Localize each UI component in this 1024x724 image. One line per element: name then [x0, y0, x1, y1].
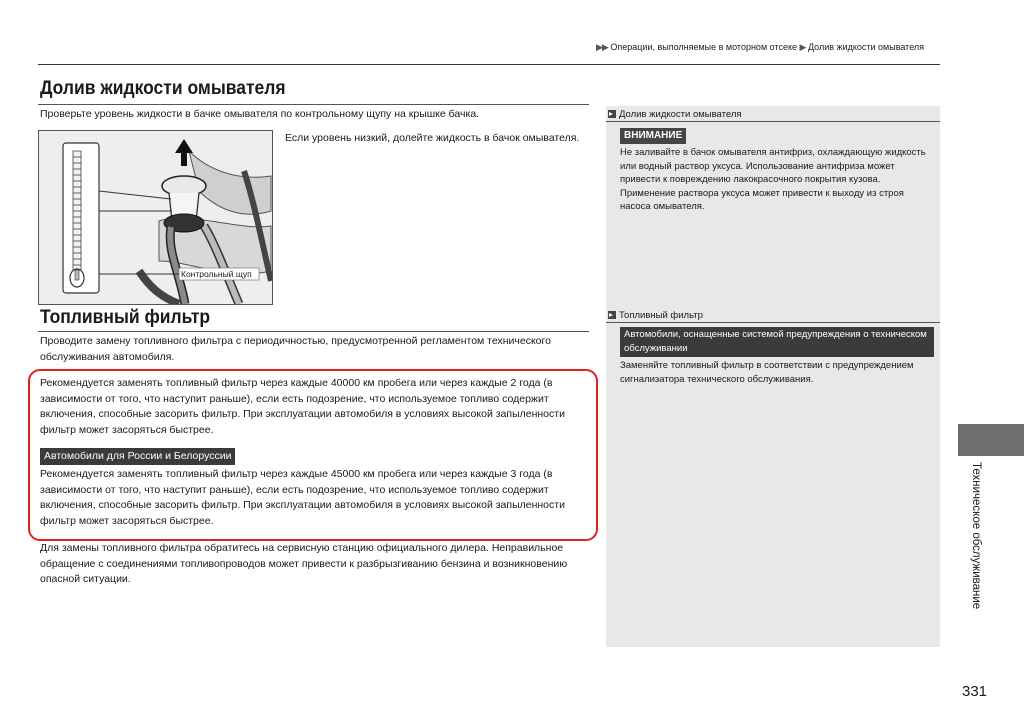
section-marker-icon [608, 110, 616, 118]
fuel-filter-intro: Проводите замену топливного фильтра с периодичностью, предусмотренной регламентом технического обслуживания автомобиля. [40, 335, 551, 363]
arrow-icon: ▶ [799, 42, 806, 52]
sidebar-head-fuel [606, 309, 940, 323]
washer-intro: Проверьте уровень жидкости в бачке омывателя по контрольному щупу на крышке бачка. [40, 108, 480, 120]
breadcrumb-part1: Операции, выполняемые в моторном отсеке [610, 42, 798, 52]
dealer-note: Для замены топливного фильтра обратитесь на сервисную станцию официального дилера. Неправильное обращение с соединениями топливопроводов может привести к разбрызгиванию бензина и возникновению опасной ситуации. [40, 542, 568, 585]
region-badge: Автомобили для России и Белоруссии [40, 448, 235, 465]
maintenance-system-label: Автомобили, оснащенные системой предупреждения о техническом обслуживании [620, 327, 934, 357]
sidebar-head-washer [606, 108, 940, 122]
section-underline [38, 104, 589, 105]
top-divider [38, 64, 940, 65]
chapter-tab-label: Техническое обслуживание [970, 462, 982, 610]
sidebar-notes [606, 106, 940, 647]
double-arrow-icon: ▶▶ [596, 42, 608, 52]
breadcrumb-part2: Долив жидкости омывателя [807, 42, 925, 52]
section-title-fuel-filter: Топливный фильтр [40, 307, 211, 328]
breadcrumb [596, 42, 924, 53]
dipstick-callout: Контрольный щуп [181, 269, 252, 279]
warning-label: ВНИМАНИЕ [620, 128, 686, 144]
page-number: 331 [962, 683, 988, 700]
maintenance-note: Заменяйте топливный фильтр в соответствии с предупреждением сигнализатора технического обслуживания. [620, 360, 914, 385]
section-marker-icon [608, 311, 616, 319]
fuel-filter-recommendation: Рекомендуется заменять топливный фильтр через каждые 40000 км пробега или через каждые 2 года (в зависимости от того, что наступит раньше), если есть подозрение, что используемое топливо содержит включения, способные засорить фильтр. При эксплуатации автомобиля в условиях высокой запыленности фильтр может засоряться быстрее. [40, 377, 565, 436]
sidebar-head-label: Долив жидкости омывателя [619, 109, 742, 120]
sidebar-head-label: Топливный фильтр [619, 310, 703, 321]
warning-text: Не заливайте в бачок омывателя антифриз, охлаждающую жидкость или водный раствор уксуса. Использование антифриза может привести к повреждению лакокрасочного покрытия кузова. Применение раствора уксуса может привести к выходу из строя насоса омывателя. [620, 147, 926, 212]
washer-illustration [38, 130, 273, 305]
section-underline [38, 331, 589, 332]
low-level-note: Если уровень низкий, долейте жидкость в бачок омывателя. [285, 132, 580, 144]
section-title-washer: Долив жидкости омывателя [40, 78, 286, 99]
fuel-filter-recommendation-region: Рекомендуется заменять топливный фильтр через каждые 45000 км пробега или через каждые 3 года (в зависимости от того, что наступит раньше), если есть подозрение, что используемое топливо содержит включения, способные засорить фильтр. При эксплуатации автомобиля в условиях высокой запыленности фильтр может засоряться быстрее. [40, 468, 565, 527]
chapter-tab [958, 424, 1024, 456]
